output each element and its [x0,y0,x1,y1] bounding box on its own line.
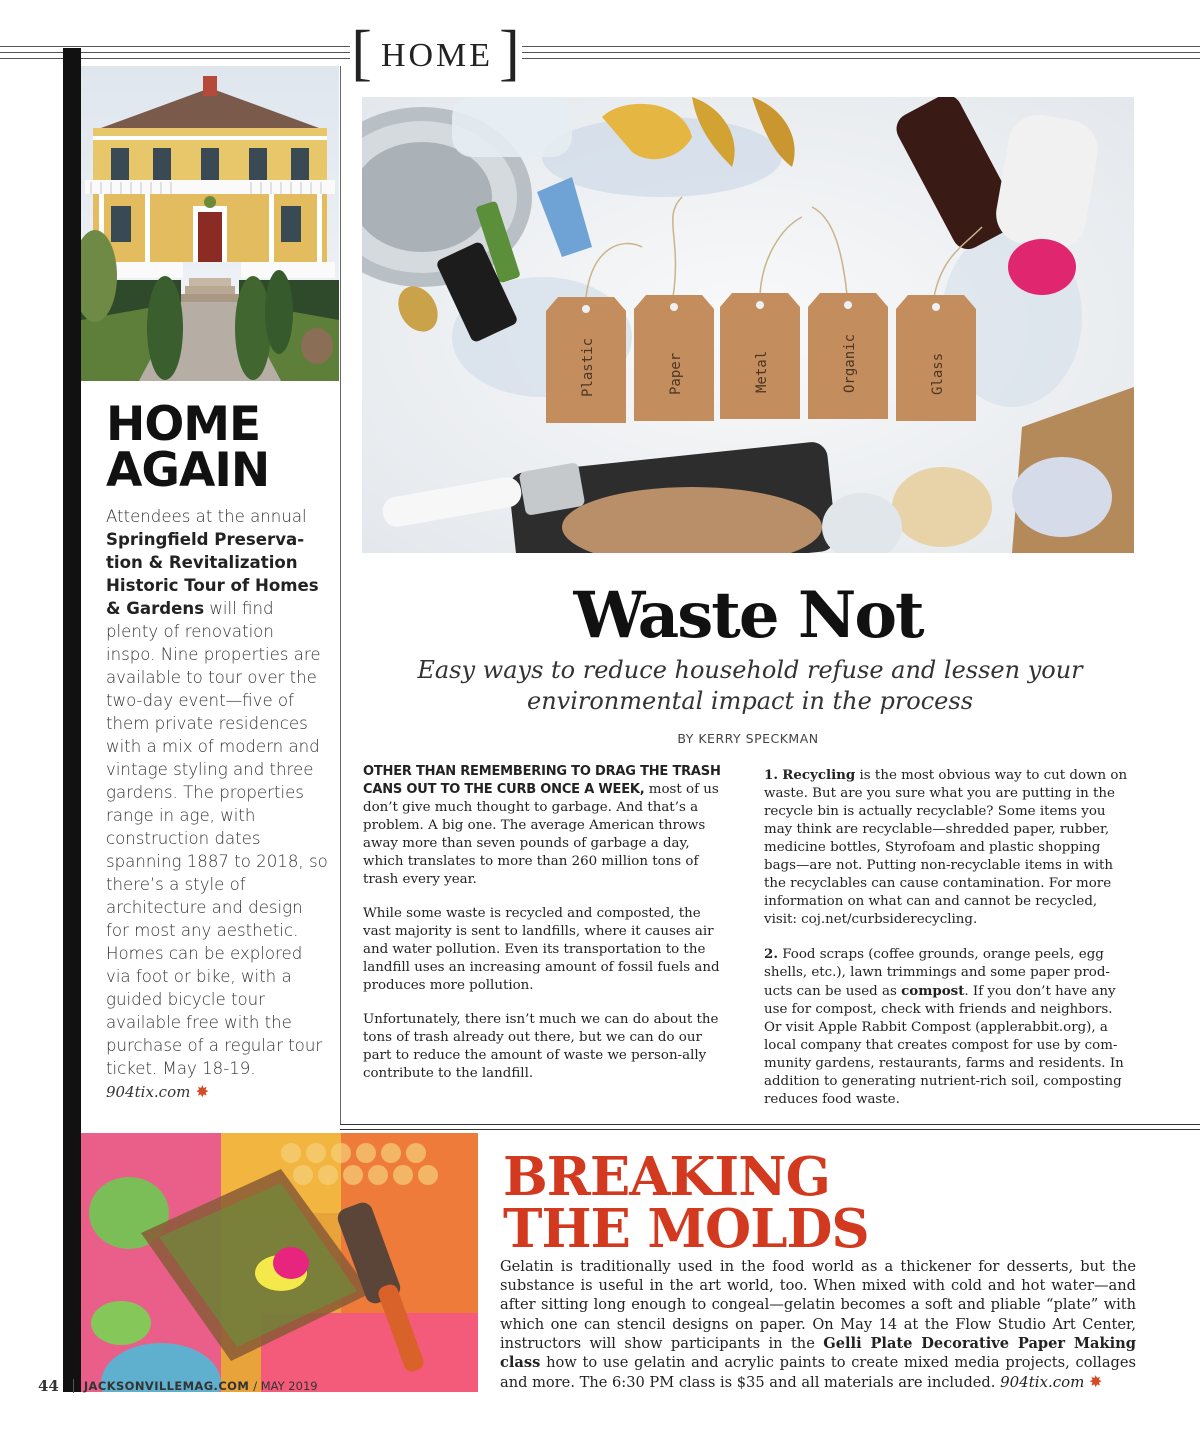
list-item-compost [764,945,1134,1109]
breaking-molds-title [503,1146,923,1260]
header-rule-right-1 [522,46,1200,47]
asterisk-star-icon: ✸ [195,1082,210,1101]
breaking-body-a: Gelatin is traditionally used in the food world as a thickener for desserts, but the substance is useful in the art world, too. When mixed with cold and hot water—and after sitting long enough to congeal—gelatin becomes a soft and pliable “plate” with which one can stencil designs on paper. On May 14 at the Flow Studio Art Center, instructors will show participants in the [500,1258,1136,1352]
breaking-title-line2: THE MOLDS [503,1198,869,1260]
section-label-text: HOME [380,37,494,74]
tag-plastic: Plastic [580,337,596,397]
left-black-bar [63,48,81,1392]
class-name: Gelli Plate Decorative Paper Making class [500,1334,1136,1372]
article-column-1 [363,763,723,1099]
home-again-title [106,397,336,498]
breaking-molds-body [500,1257,1136,1392]
column-divider [340,66,341,1124]
tag-group [546,293,976,423]
asterisk-star-icon: ✸ [1089,1372,1103,1392]
item1-keyword: Recycling [782,767,856,783]
home-again-title-line1: HOME [106,397,261,452]
home-again-event-name: Springfield Preserva-tion & Revitalization Historic Tour of Homes & Gardens [106,530,319,618]
recycling-tags-photo [362,97,1134,553]
bottom-section-rule-2 [340,1129,1200,1130]
section-label [351,19,523,87]
header-rule-left-1 [0,46,350,47]
footer-site[interactable]: JACKSONVILLEMAG.COM [83,1379,250,1393]
subtitle-line1: Easy ways to reduce household refuse and lessen your [417,656,1083,684]
tag-organic: Organic [842,333,858,393]
list-item-recycling [764,766,1134,929]
article-paragraph-2: While some waste is recycled and composted, the vast majority is sent to landfills, where it causes air and water pollution. Even its transportation to the landfill uses an increasing amount of fossil fuels and produces more pollution. [363,906,720,993]
item1-number: 1. [764,767,778,783]
home-again-body [106,505,328,1104]
article-paragraph-1 [363,763,723,889]
lead-in: OTHER THAN REMEMBERING TO DRAG THE TRASH CANS OUT TO THE CURB ONCE A WEEK, [363,764,721,797]
item2-body-a: Food scraps (coffee grounds, orange peels, egg shells, etc.), lawn trimmings and some paper prod-ucts can be used as [764,947,1110,999]
home-again-text: will find plenty of renovation inspo. Nine properties are available to tour over the two-day event—five of them private residences with a mix of modern and vintage styling and three gardens. The properties range in age, with construction dates spanning 1887 to 2018, so there’s a style of architecture and design for most any aesthetic. Homes can be explored via foot or bike, with a guided bicycle tour available free with the purchase of a regular tour ticket. May 18-19. [106,599,328,1078]
breaking-body-b: how to use gelatin and acrylic paints to create mixed media projects, collages and more. The 6:30 PM class is $35 and all materials are included. [500,1354,1136,1392]
article-column-2 [764,766,1134,1125]
article-paragraph-3: Unfortunately, there isn’t much we can do about the tons of trash already out there, but we can do our part to reduce the amount of waste we person-ally contribute to the landfill. [363,1012,719,1081]
waste-not-title: Waste Not [573,578,923,653]
footer-issue: / MAY 2019 [253,1379,318,1393]
home-again-title-line2: AGAIN [106,443,270,498]
page-footer [38,1377,318,1395]
footer-separator [73,1379,74,1393]
bracket-left: [ [351,19,375,87]
tag-glass: Glass [930,352,946,395]
home-again-intro: Attendees at the annual [106,507,307,526]
item1-body: is the most obvious way to cut down on waste. But are you sure what you are putting in the recycle bin is actually recyclable? Some items you may think are recyclable—shredded paper, rubber, medicine bottles, Styrofoam and plastic shopping bags—are not. Putting non-recyclable items in with the recyclables can cause contamination. For more information on what can and cannot be recycled, visit: coj.net/curbsiderecycling. [764,768,1128,927]
tag-paper: Paper [668,352,684,395]
header-rule-right-2 [522,52,1200,53]
subtitle-line2: environmental impact in the process [526,687,974,715]
waste-not-subtitle [380,655,1120,717]
breaking-title-line1: BREAKING [503,1146,830,1208]
breaking-link[interactable]: 904tix.com [1000,1373,1085,1392]
item2-body-b: . If you don’t have any use for compost, check with friends and neighbors. Or visit Apple Rabbit Compost (applerabbit.org), a local company that creates compost for use by com-munity gardens, restaurants, farms and residents. In addition to generating nutrient-rich soil, composting reduces food waste. [764,984,1124,1107]
p1-body: most of us don’t give much thought to garbage. And that’s a problem. A big one. The average American throws away more than seven pounds of garbage a day, which translates to more than 260 million tons of trash every year. [363,782,719,887]
home-again-link[interactable]: 904tix.com [106,1083,191,1101]
header-rule-left-2 [0,52,350,53]
tag-metal: Metal [754,350,770,393]
house-photo [81,66,339,381]
item2-keyword: compost [901,983,965,999]
byline: BY KERRY SPECKMAN [677,731,819,746]
page-number: 44 [38,1377,59,1395]
gelli-plate-photo [81,1133,478,1392]
header-rule-right-3 [522,58,1200,59]
item2-number: 2. [764,946,778,962]
bracket-right: ] [499,19,523,87]
header-rule-left-3 [0,58,350,59]
